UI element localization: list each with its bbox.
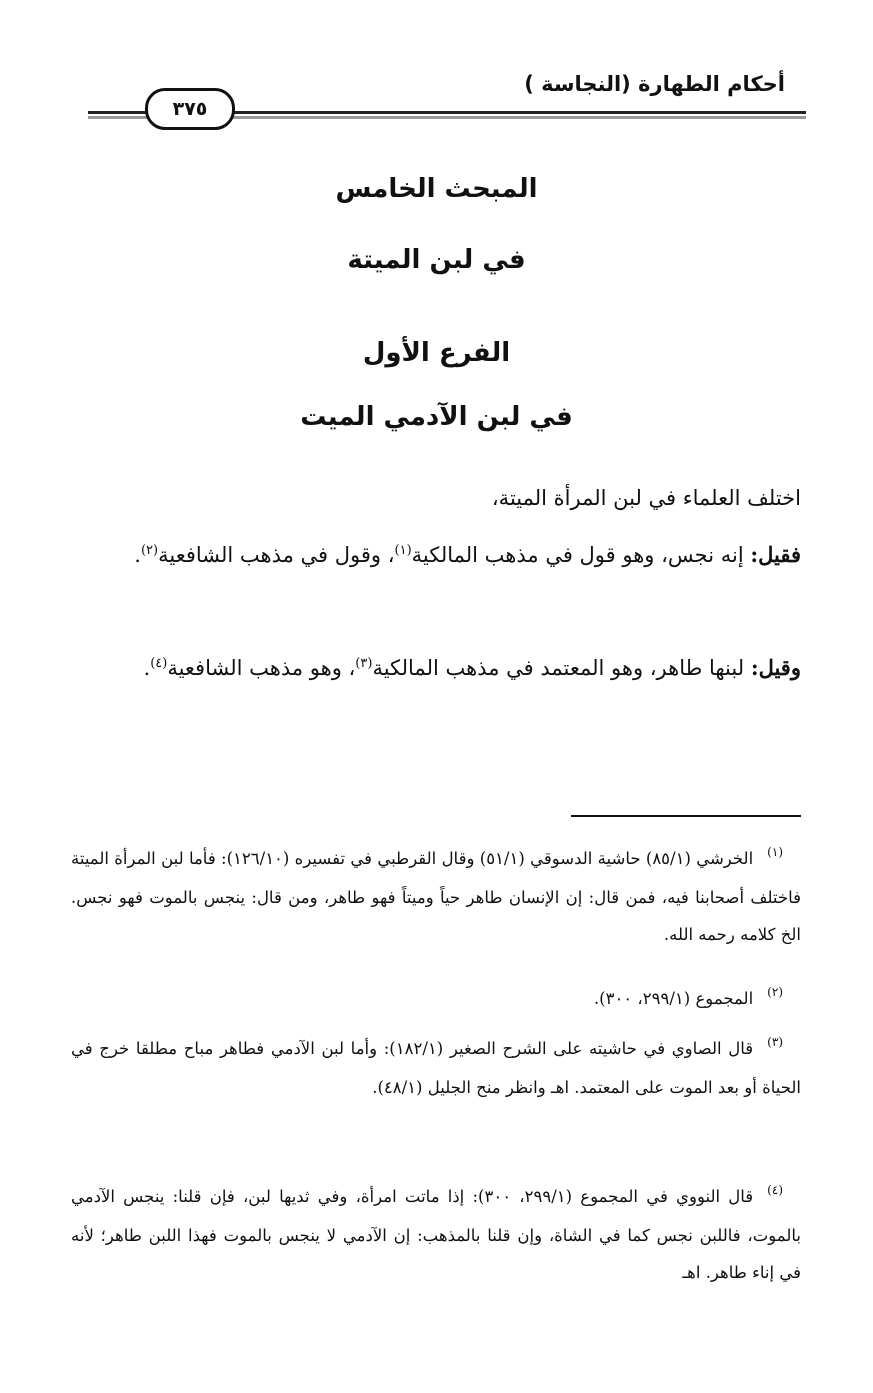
- branch-heading: الفرع الأول: [362, 338, 511, 368]
- footnote-3: [71, 1030, 801, 1106]
- footnote-text: الخرشي (٨٥/١) حاشية الدسوقي (٥١/١) وقال القرطبي في تفسيره (١٢٦/١٠): فأما لبن المرأة الميتة فاختلف أصحابنا فيه، فمن قال: إن الإنسان طاهر حياً وميتاً فهو طاهر، ومن قال: ينجس بالموت فهو نجس. الخ كلامه رحمه الله.: [71, 849, 801, 944]
- opinion-1-text-a: إنه نجس، وهو قول في مذهب المالكية: [411, 543, 751, 567]
- footnote-number: (٣): [767, 1035, 783, 1049]
- footnote-text: قال الصاوي في حاشيته على الشرح الصغير (١٨٢/١): وأما لبن الآدمي فطاهر مباح مطلقا خرج في الحياة أو بعد الموت على المعتمد. اهـ وانظر منح الجليل (٤٨/١).: [71, 1039, 801, 1097]
- footnote-number: (١): [767, 845, 783, 859]
- page-number-badge: ٣٧٥: [145, 88, 235, 130]
- section-topic-heading: في لبن الميتة: [347, 245, 526, 275]
- footnote-2: [71, 980, 801, 1019]
- footnote-text: قال النووي في المجموع (٢٩٩/١، ٣٠٠): إذا ماتت امرأة، وفي ثديها لبن، فإن قلنا: ينجس الآدمي بالموت، فاللبن نجس كما في الشاة، وإن قلنا بالمذهب: إن الآدمي لا ينجس بالموت فهذا اللبن طاهر؛ لأنه في إناء طاهر. اهـ: [71, 1187, 801, 1282]
- opinion-1-lead: فقيل:: [750, 542, 801, 567]
- footnote-4: [71, 1178, 801, 1291]
- footnote-ref-3[interactable]: (٣): [355, 656, 373, 671]
- footnote-1: [71, 840, 801, 953]
- footnote-ref-2[interactable]: (٢): [140, 543, 159, 558]
- footnote-number: (٤): [767, 1183, 783, 1197]
- opinion-2-lead: وقيل:: [750, 655, 801, 680]
- footnote-ref-1[interactable]: (١): [394, 543, 412, 558]
- footnote-number: (٢): [767, 985, 783, 999]
- opinion-2-text-b: ، وهو مذهب الشافعية: [167, 656, 356, 680]
- opinion-1-end: .: [134, 543, 141, 567]
- opinion-paragraph-1: [71, 527, 801, 583]
- section-heading: المبحث الخامس: [335, 174, 538, 204]
- opinion-paragraph-2: [71, 640, 801, 696]
- opinion-1-text-b: ، وقول في مذهب الشافعية: [158, 543, 395, 567]
- running-title: أحكام الطهارة (النجاسة ): [524, 72, 785, 96]
- footnote-ref-4[interactable]: (٤): [150, 656, 168, 671]
- footnote-text: المجموع (٢٩٩/١، ٣٠٠).: [593, 989, 754, 1008]
- footnote-separator: [571, 815, 801, 817]
- branch-topic-heading: في لبن الآدمي الميت: [300, 402, 573, 432]
- intro-paragraph: اختلف العلماء في لبن المرأة الميتة،: [491, 486, 801, 510]
- opinion-2-end: .: [143, 656, 151, 680]
- opinion-2-text-a: لبنها طاهر، وهو المعتمد في مذهب المالكية: [372, 656, 751, 680]
